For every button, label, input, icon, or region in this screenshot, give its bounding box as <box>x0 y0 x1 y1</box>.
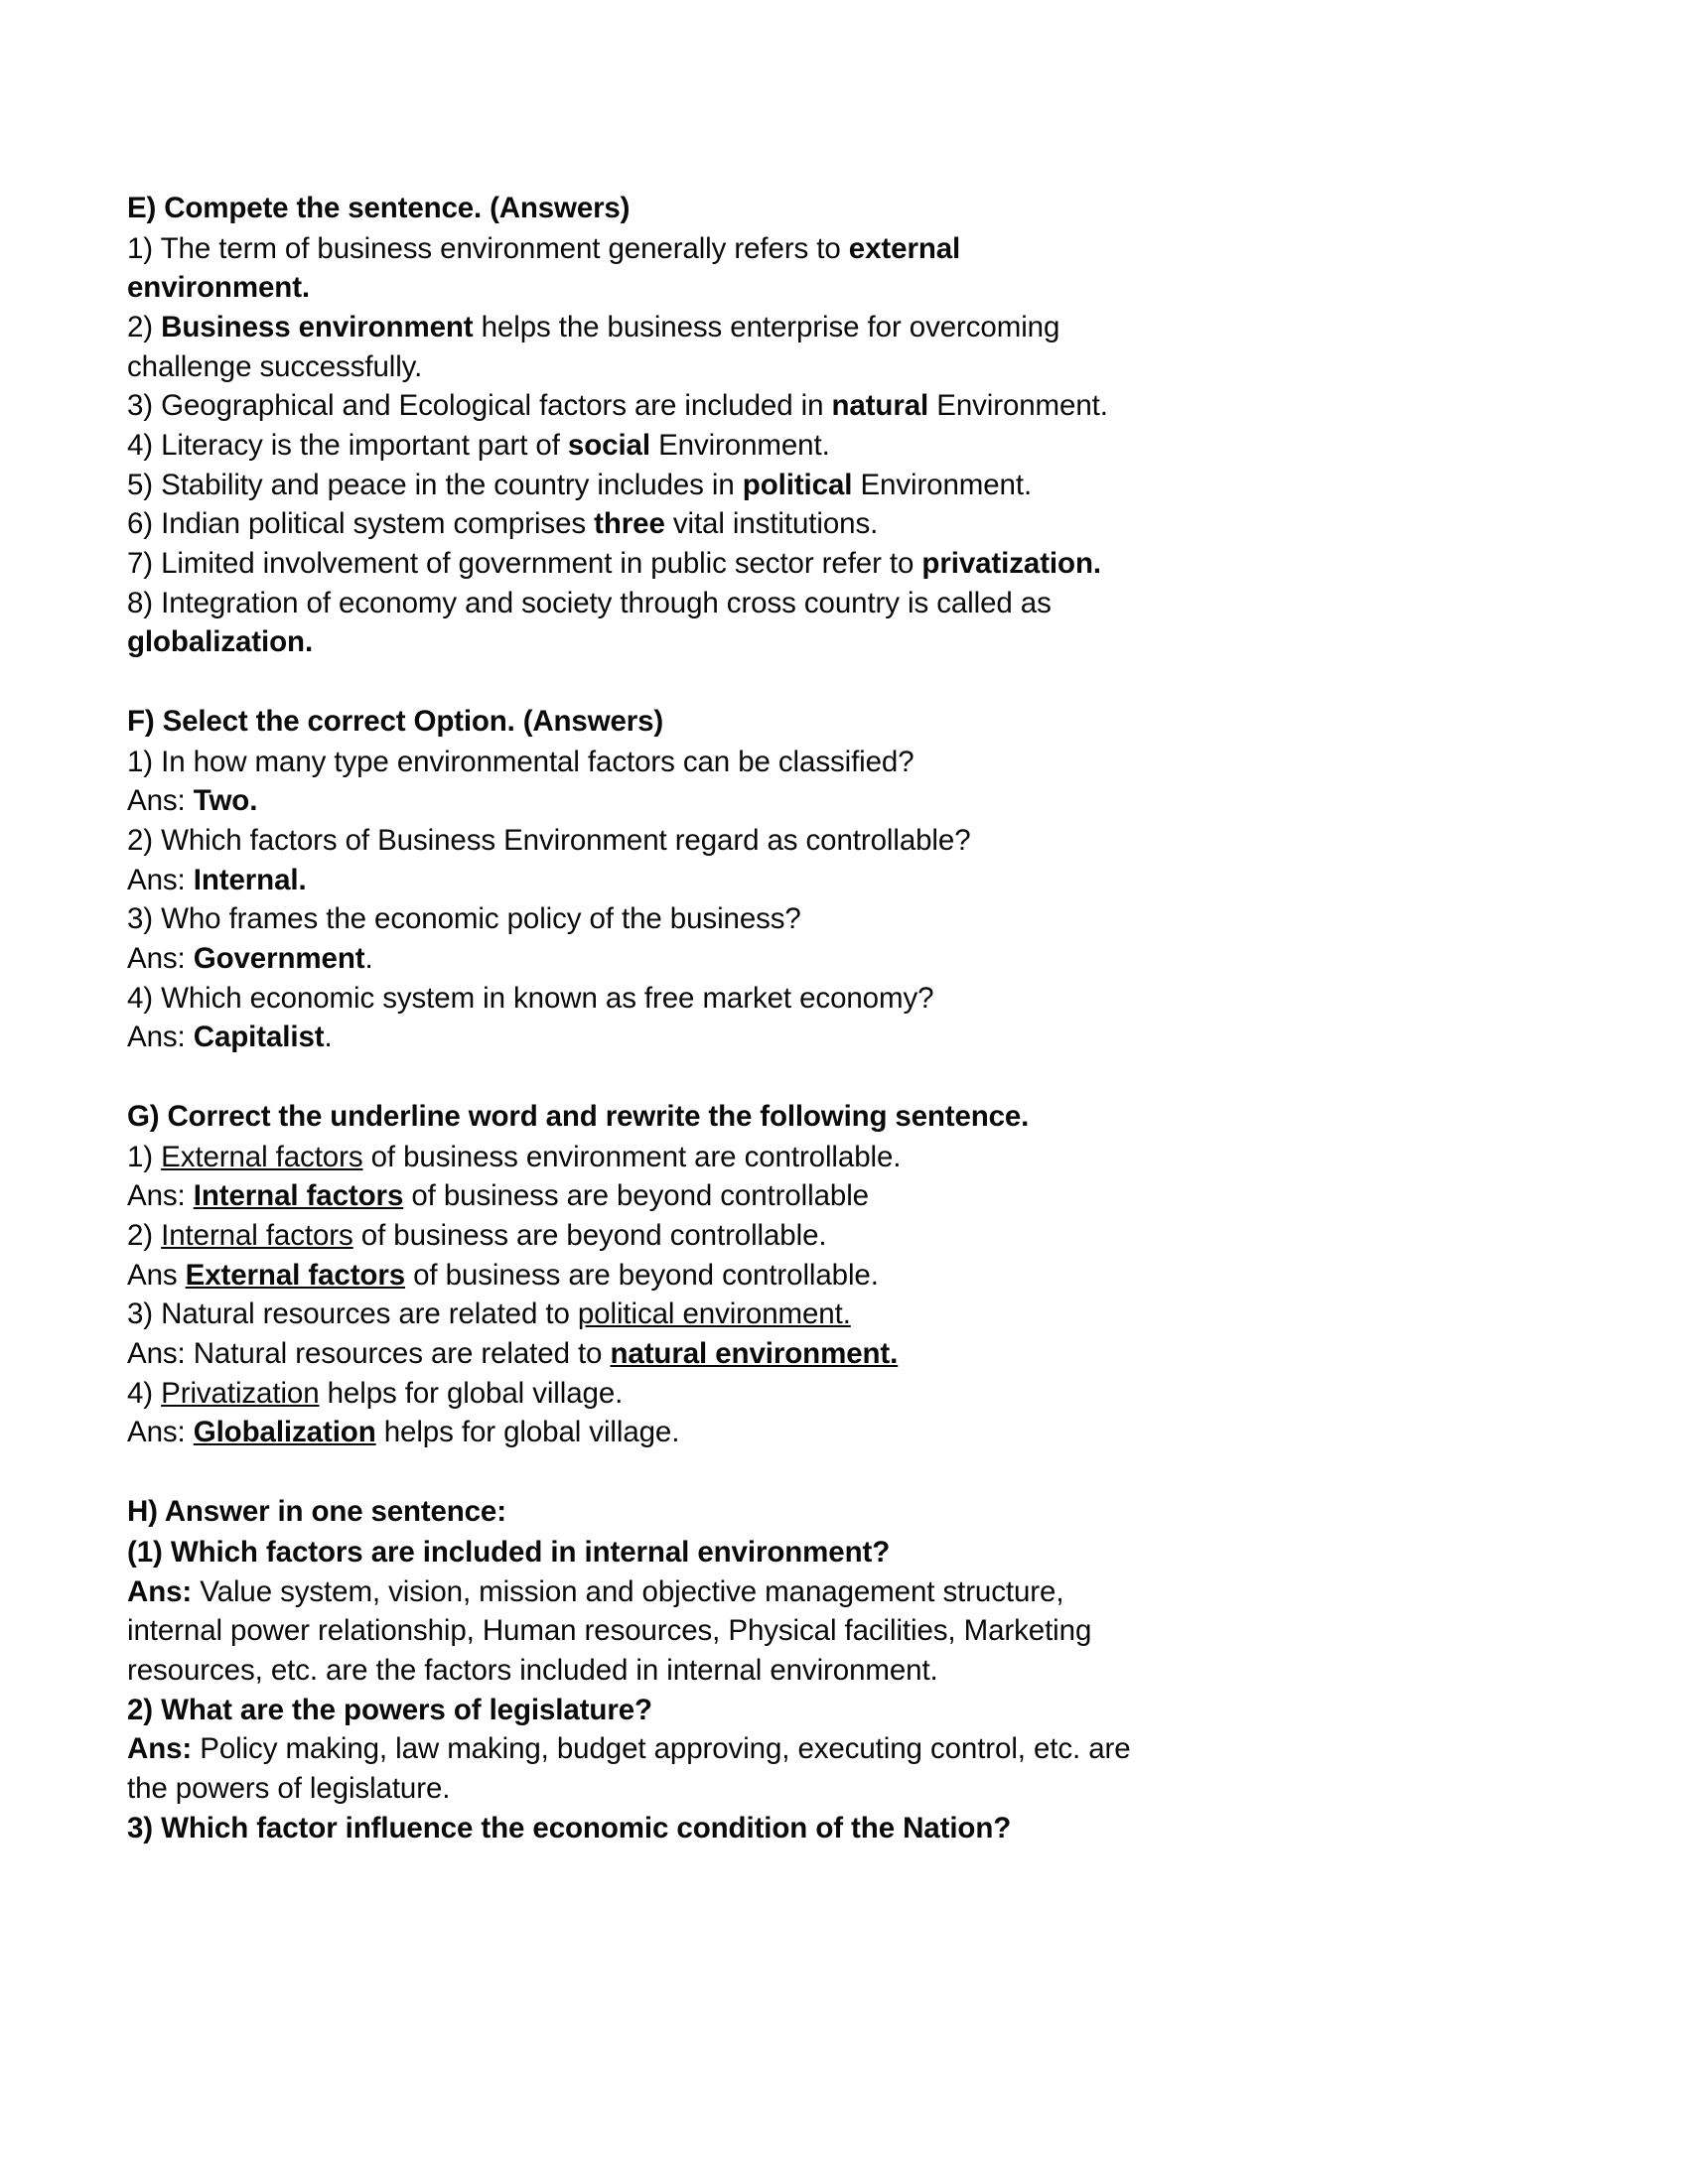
e-3 <box>127 386 1135 426</box>
g-q1-part-0: 1) <box>127 1140 162 1173</box>
f-a2-part-0: Ans: <box>127 863 194 896</box>
e-7-part-1: privatization. <box>921 547 1101 581</box>
g-a3-part-1: natural environment. <box>610 1337 899 1371</box>
e-2-part-0: 2) <box>127 311 162 344</box>
h-q2 <box>127 1691 1135 1730</box>
f-q2 <box>127 821 1135 861</box>
h-q3-part-0: 3) Which factor influence the economic condition of the Nation? <box>127 1811 1012 1844</box>
e-3-part-0: 3) Geographical and Ecological factors are included in <box>127 389 832 423</box>
f-q1-part-0: 1) In how many type environmental factors can be classified? <box>127 745 914 778</box>
g-q1-part-1: External factors <box>161 1140 363 1173</box>
g-a1-part-0: Ans: <box>127 1179 194 1213</box>
f-a3 <box>127 939 1135 979</box>
g-q3 <box>127 1295 1135 1334</box>
g-a4-part-2: helps for global village. <box>375 1416 680 1449</box>
document-content <box>127 189 1135 1847</box>
e-1-part-0: 1) The term of business environment generally refers to <box>127 231 849 265</box>
f-a1-part-0: Ans: <box>127 784 194 818</box>
g-a1 <box>127 1176 1135 1216</box>
g-q1-part-2: of business environment are controllable. <box>362 1140 902 1173</box>
e-7-part-0: 7) Limited involvement of government in public sector refer to <box>127 547 922 581</box>
section-f-heading: F) Select the correct Option. (Answers) <box>127 705 664 739</box>
g-a3-part-0: Ans: Natural resources are related to <box>127 1337 611 1371</box>
g-q4-part-2: helps for global village. <box>319 1376 624 1410</box>
e-3-part-2: Environment. <box>928 389 1108 423</box>
h-a1-part-0: Ans: <box>127 1574 193 1608</box>
section-e-heading: E) Compete the sentence. (Answers) <box>127 192 631 224</box>
section-f <box>127 702 1135 1057</box>
section-h <box>127 1492 1135 1847</box>
g-a1-part-1: Internal factors <box>193 1179 404 1213</box>
e-2 <box>127 308 1135 386</box>
e-5-part-1: political <box>742 468 853 501</box>
e-2-part-2: helps the business enterprise for overcoming challenge successfully. <box>127 311 1060 383</box>
e-1-part-1: external environment. <box>127 231 961 305</box>
g-q2-part-1: Internal factors <box>161 1219 353 1253</box>
g-a2-part-0: Ans <box>127 1258 186 1292</box>
h-a1-part-1: Value system, vision, mission and objective management structure, internal power relationship, Human resources, Physical facilities, Marketing resources, etc. are the factors included in internal environment. <box>127 1574 1092 1687</box>
e-6-part-2: vital institutions. <box>664 507 879 541</box>
g-q4 <box>127 1374 1135 1414</box>
g-a3 <box>127 1334 1135 1374</box>
e-6-part-1: three <box>594 507 665 541</box>
f-a1 <box>127 781 1135 821</box>
e-8-part-1: globalization. <box>127 625 314 659</box>
f-a2 <box>127 861 1135 900</box>
e-1 <box>127 229 1135 308</box>
f-a4-part-1: Capitalist <box>193 1021 325 1054</box>
e-4 <box>127 426 1135 466</box>
e-3-part-1: natural <box>831 389 929 423</box>
g-q4-part-1: Privatization <box>161 1376 320 1410</box>
f-a1-part-1: Two. <box>193 784 258 818</box>
g-q4-part-0: 4) <box>127 1376 162 1410</box>
g-q3-part-1: political environment. <box>577 1297 851 1331</box>
section-g-heading: G) Correct the underline word and rewrite the following sentence. <box>127 1100 1030 1134</box>
e-5-part-0: 5) Stability and peace in the country includes in <box>127 468 743 501</box>
h-a2-part-0: Ans: <box>127 1732 193 1766</box>
e-2-part-1: Business environment <box>161 311 474 344</box>
f-a2-part-1: Internal. <box>193 863 307 896</box>
h-a2-part-1: Policy making, law making, budget approving, executing control, etc. are the powers of legislature. <box>127 1732 1131 1805</box>
g-a2-part-2: of business are beyond controllable. <box>405 1258 879 1292</box>
g-a2-part-1: External factors <box>185 1258 406 1292</box>
e-6-part-0: 6) Indian political system comprises <box>127 507 595 541</box>
e-5-part-2: Environment. <box>852 468 1033 501</box>
section-e <box>127 189 1135 662</box>
h-a2 <box>127 1729 1135 1808</box>
h-q1 <box>127 1533 1135 1572</box>
f-a3-part-1: Government <box>193 942 365 976</box>
e-5 <box>127 466 1135 505</box>
g-q2 <box>127 1216 1135 1256</box>
g-a1-part-2: of business are beyond controllable <box>403 1179 869 1213</box>
e-6 <box>127 504 1135 544</box>
g-q2-part-0: 2) <box>127 1219 162 1253</box>
section-h-heading: H) Answer in one sentence: <box>127 1495 506 1529</box>
f-a4-part-2: . <box>324 1021 333 1054</box>
h-q3 <box>127 1809 1135 1848</box>
f-a3-part-2: . <box>364 942 373 976</box>
f-q1 <box>127 743 1135 782</box>
g-a4 <box>127 1413 1135 1452</box>
f-q3-part-0: 3) Who frames the economic policy of the business? <box>127 902 801 936</box>
h-a1 <box>127 1572 1135 1691</box>
e-4-part-1: social <box>567 429 650 463</box>
e-7 <box>127 544 1135 584</box>
g-a4-part-1: Globalization <box>193 1416 376 1449</box>
e-8-part-0: 8) Integration of economy and society through cross country is called as <box>127 586 1052 619</box>
f-q2-part-0: 2) Which factors of Business Environment regard as controllable? <box>127 824 971 858</box>
g-q1 <box>127 1138 1135 1177</box>
f-a3-part-0: Ans: <box>127 942 194 976</box>
e-8 <box>127 584 1135 662</box>
f-a4-part-0: Ans: <box>127 1021 194 1054</box>
g-a2 <box>127 1256 1135 1296</box>
g-q3-part-0: 3) Natural resources are related to <box>127 1297 578 1331</box>
f-q4-part-0: 4) Which economic system in known as free market economy? <box>127 981 934 1015</box>
section-g <box>127 1097 1135 1452</box>
g-a4-part-0: Ans: <box>127 1416 194 1449</box>
h-q1-part-0: (1) Which factors are included in internal environment? <box>127 1535 891 1569</box>
f-a4 <box>127 1018 1135 1057</box>
e-4-part-0: 4) Literacy is the important part of <box>127 429 568 463</box>
f-q3 <box>127 899 1135 939</box>
g-q2-part-2: of business are beyond controllable. <box>352 1219 827 1253</box>
e-4-part-2: Environment. <box>649 429 830 463</box>
f-q4 <box>127 979 1135 1019</box>
h-q2-part-0: 2) What are the powers of legislature? <box>127 1693 652 1726</box>
